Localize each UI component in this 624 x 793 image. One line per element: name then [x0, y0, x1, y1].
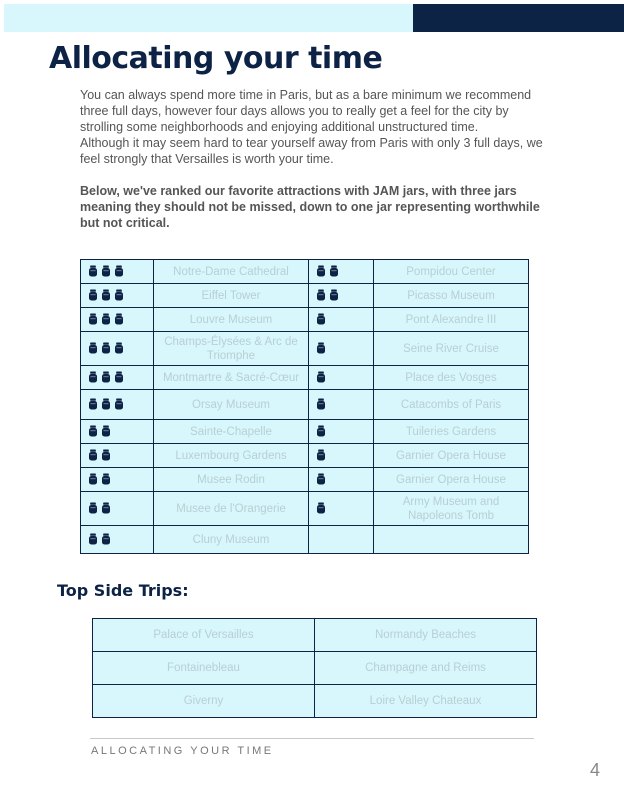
table-row: [93, 652, 537, 685]
table-row: [81, 468, 529, 492]
jam-jar-icon: [101, 289, 111, 301]
side-trip-name: Loire Valley Chateaux: [315, 685, 537, 718]
page-number: 4: [590, 760, 601, 780]
footer-label: ALLOCATING YOUR TIME: [91, 745, 274, 757]
header-band-dark: [413, 4, 624, 32]
jam-jar-rating: [88, 473, 111, 485]
jam-jar-icon: [316, 502, 326, 514]
table-row: [81, 420, 529, 444]
table-row: [93, 619, 537, 652]
attraction-name: Musee de l'Orangerie: [154, 492, 309, 526]
attraction-name: [374, 526, 529, 554]
table-row: [81, 332, 529, 366]
jar-cell: [309, 390, 374, 420]
intro-paragraph-1: You can always spend more time in Paris, but as a bare minimum we recommend three full days, however four days allows you to really get a feel for the city by strolling some neighborhoods and enjoying additional unstructured time.: [80, 88, 532, 134]
jam-jar-icon: [101, 265, 111, 277]
jam-jar-icon: [329, 265, 339, 277]
jam-jar-rating: [316, 313, 326, 325]
attraction-name: Pompidou Center: [374, 260, 529, 284]
attraction-name: Catacombs of Paris: [374, 390, 529, 420]
jam-jar-icon: [101, 473, 111, 485]
jar-cell: [309, 492, 374, 526]
jam-jar-icon: [101, 449, 111, 461]
attraction-name: Place des Vosges: [374, 366, 529, 390]
table-row: [81, 390, 529, 420]
attraction-name: Tuileries Gardens: [374, 420, 529, 444]
attraction-name: Picasso Museum: [374, 284, 529, 308]
page-title: Allocating your time: [49, 41, 383, 76]
intro-paragraph-2: Although it may seem hard to tear yourself away from Paris with only 3 full days, we feel strongly that Versailles is worth your time.: [80, 136, 543, 166]
attraction-name: Eiffel Tower: [154, 284, 309, 308]
jam-jar-rating: [88, 398, 124, 410]
jam-jar-icon: [88, 265, 98, 277]
jar-cell: [309, 420, 374, 444]
attraction-name: Garnier Opera House: [374, 444, 529, 468]
jam-jar-icon: [88, 371, 98, 383]
attraction-name: Army Museum and Napoleons Tomb: [374, 492, 529, 526]
jar-cell: [309, 468, 374, 492]
jar-cell: [309, 284, 374, 308]
jam-jar-icon: [114, 342, 124, 354]
ranking-explanation: Below, we've ranked our favorite attractions with JAM jars, with three jars meaning they should not be missed, down to one jar representing worthwhile but not critical.: [80, 184, 540, 230]
jar-cell: [81, 308, 154, 332]
side-trip-name: Giverny: [93, 685, 315, 718]
attraction-name: Musee Rodin: [154, 468, 309, 492]
jam-jar-icon: [316, 425, 326, 437]
jar-cell: [81, 468, 154, 492]
jar-cell: [81, 420, 154, 444]
side-trip-name: Palace of Versailles: [93, 619, 315, 652]
jam-jar-icon: [101, 502, 111, 514]
jam-jar-icon: [316, 449, 326, 461]
jam-jar-icon: [316, 289, 326, 301]
jam-jar-rating: [316, 398, 326, 410]
jam-jar-rating: [88, 313, 124, 325]
jar-cell: [81, 492, 154, 526]
side-trip-name: Normandy Beaches: [315, 619, 537, 652]
jam-jar-icon: [101, 313, 111, 325]
jam-jar-icon: [316, 265, 326, 277]
attractions-table: [80, 259, 529, 554]
attraction-name: Luxembourg Gardens: [154, 444, 309, 468]
jam-jar-icon: [114, 398, 124, 410]
jar-cell: [81, 332, 154, 366]
jam-jar-icon: [88, 342, 98, 354]
jam-jar-icon: [101, 398, 111, 410]
attraction-name: Pont Alexandre III: [374, 308, 529, 332]
jam-jar-rating: [316, 371, 326, 383]
jam-jar-rating: [88, 533, 111, 545]
jam-jar-icon: [316, 342, 326, 354]
jam-jar-icon: [316, 371, 326, 383]
jam-jar-icon: [316, 473, 326, 485]
jam-jar-rating: [88, 371, 124, 383]
jam-jar-icon: [88, 398, 98, 410]
jar-cell: [309, 366, 374, 390]
jam-jar-icon: [114, 371, 124, 383]
jar-cell: [309, 444, 374, 468]
jam-jar-icon: [88, 473, 98, 485]
footer-divider: [90, 738, 534, 739]
table-row: [81, 260, 529, 284]
attraction-name: Sainte-Chapelle: [154, 420, 309, 444]
intro-text: [80, 87, 548, 231]
attraction-name: Champs-Élysées & Arc de Triomphe: [154, 332, 309, 366]
jar-cell: [81, 284, 154, 308]
header-band-light: [4, 4, 413, 32]
jam-jar-rating: [316, 425, 326, 437]
jam-jar-rating: [88, 502, 111, 514]
table-row: [81, 492, 529, 526]
attraction-name: Notre-Dame Cathedral: [154, 260, 309, 284]
jam-jar-icon: [88, 502, 98, 514]
jam-jar-rating: [316, 473, 326, 485]
attraction-name: Orsay Museum: [154, 390, 309, 420]
jam-jar-icon: [101, 425, 111, 437]
jam-jar-icon: [316, 313, 326, 325]
jam-jar-icon: [114, 265, 124, 277]
jam-jar-icon: [101, 371, 111, 383]
jam-jar-icon: [88, 533, 98, 545]
jar-cell: [309, 308, 374, 332]
jar-cell: [81, 390, 154, 420]
side-trips-table: [92, 618, 537, 718]
jam-jar-rating: [88, 289, 124, 301]
jam-jar-rating: [88, 265, 124, 277]
side-trip-name: Champagne and Reims: [315, 652, 537, 685]
table-row: [81, 526, 529, 554]
jam-jar-icon: [88, 289, 98, 301]
jam-jar-icon: [101, 533, 111, 545]
table-row: [81, 366, 529, 390]
jar-cell: [81, 260, 154, 284]
side-trip-name: Fontainebleau: [93, 652, 315, 685]
jam-jar-icon: [114, 313, 124, 325]
jam-jar-icon: [114, 289, 124, 301]
jar-cell: [81, 366, 154, 390]
attraction-name: Garnier Opera House: [374, 468, 529, 492]
jam-jar-rating: [316, 502, 326, 514]
jar-cell: [81, 444, 154, 468]
table-row: [93, 685, 537, 718]
jam-jar-icon: [88, 449, 98, 461]
jam-jar-icon: [329, 289, 339, 301]
jam-jar-rating: [316, 342, 326, 354]
jam-jar-rating: [316, 265, 339, 277]
table-row: [81, 444, 529, 468]
jam-jar-icon: [101, 342, 111, 354]
jar-cell: [309, 526, 374, 554]
jam-jar-icon: [88, 425, 98, 437]
jam-jar-rating: [316, 289, 339, 301]
jam-jar-rating: [316, 449, 326, 461]
jam-jar-rating: [88, 342, 124, 354]
jar-cell: [309, 332, 374, 366]
attraction-name: Montmartre & Sacré-Cœur: [154, 366, 309, 390]
jam-jar-icon: [316, 398, 326, 410]
attraction-name: Cluny Museum: [154, 526, 309, 554]
attraction-name: Seine River Cruise: [374, 332, 529, 366]
attraction-name: Louvre Museum: [154, 308, 309, 332]
jam-jar-icon: [88, 313, 98, 325]
jam-jar-rating: [88, 425, 111, 437]
table-row: [81, 284, 529, 308]
jam-jar-rating: [88, 449, 111, 461]
table-row: [81, 308, 529, 332]
side-trips-heading: Top Side Trips:: [57, 581, 189, 600]
jar-cell: [309, 260, 374, 284]
jar-cell: [81, 526, 154, 554]
